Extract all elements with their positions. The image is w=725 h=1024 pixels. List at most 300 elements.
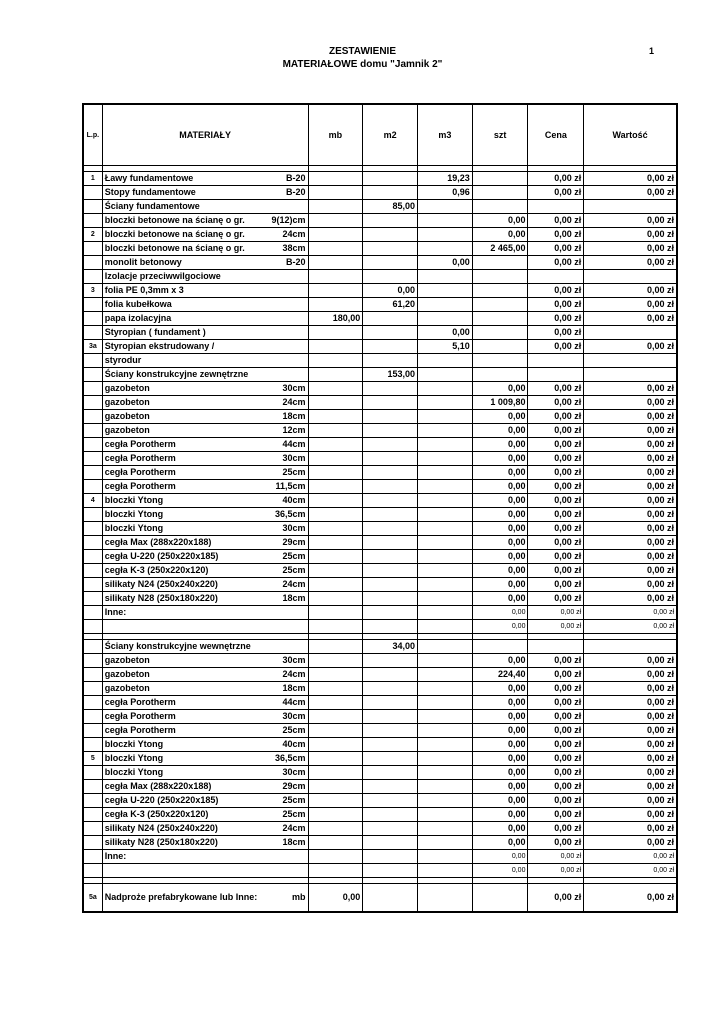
m2-cell bbox=[363, 424, 418, 438]
material-cell bbox=[102, 522, 308, 536]
lp-cell bbox=[83, 668, 102, 682]
cena-cell: 0,00 zł bbox=[528, 780, 584, 794]
wartosc-cell: 0,00 zł bbox=[584, 536, 677, 550]
material-name: silikaty N28 (250x180x220) bbox=[104, 837, 218, 847]
material-cell bbox=[102, 312, 308, 326]
m2-cell bbox=[363, 864, 418, 878]
szt-cell bbox=[472, 186, 528, 200]
table-row bbox=[83, 738, 677, 752]
mb-cell bbox=[308, 836, 363, 850]
cena-cell: 0,00 zł bbox=[528, 284, 584, 298]
header-m2: m2 bbox=[363, 104, 418, 166]
lp-cell bbox=[83, 424, 102, 438]
szt-cell: 0,00 bbox=[472, 654, 528, 668]
table-row bbox=[83, 752, 677, 766]
m3-cell bbox=[417, 214, 472, 228]
m3-cell bbox=[417, 836, 472, 850]
table-row bbox=[83, 284, 677, 298]
cena-cell: 0,00 zł bbox=[528, 438, 584, 452]
wartosc-cell bbox=[584, 640, 677, 654]
table-row bbox=[83, 466, 677, 480]
szt-cell bbox=[472, 270, 528, 284]
material-cell bbox=[102, 884, 308, 913]
header-wartosc: Wartość bbox=[584, 104, 677, 166]
wartosc-cell: 0,00 zł bbox=[584, 228, 677, 242]
material-spec: 30cm bbox=[282, 655, 306, 665]
wartosc-cell: 0,00 zł bbox=[584, 480, 677, 494]
material-spec: 18cm bbox=[282, 593, 306, 603]
table-row bbox=[83, 396, 677, 410]
mb-cell bbox=[308, 214, 363, 228]
lp-cell bbox=[83, 410, 102, 424]
lp-cell bbox=[83, 298, 102, 312]
mb-cell: 180,00 bbox=[308, 312, 363, 326]
material-cell bbox=[102, 298, 308, 312]
mb-cell bbox=[308, 620, 363, 634]
mb-cell bbox=[308, 480, 363, 494]
material-spec: 36,5cm bbox=[274, 753, 306, 763]
mb-cell bbox=[308, 578, 363, 592]
material-cell bbox=[102, 578, 308, 592]
wartosc-cell: 0,00 zł bbox=[584, 242, 677, 256]
material-cell bbox=[102, 536, 308, 550]
material-cell bbox=[102, 494, 308, 508]
material-spec: 25cm bbox=[282, 795, 306, 805]
table-row bbox=[83, 382, 677, 396]
page-number: 1 bbox=[649, 46, 655, 56]
material-name: folia PE 0,3mm x 3 bbox=[104, 285, 184, 295]
material-name: bloczki Ytong bbox=[104, 523, 164, 533]
cena-cell: 0,00 zł bbox=[528, 340, 584, 354]
mb-cell bbox=[308, 522, 363, 536]
material-spec: mb bbox=[292, 892, 306, 902]
m2-cell bbox=[363, 724, 418, 738]
m3-cell bbox=[417, 382, 472, 396]
m2-cell bbox=[363, 466, 418, 480]
cena-cell: 0,00 zł bbox=[528, 668, 584, 682]
szt-cell: 0,00 bbox=[472, 850, 528, 864]
table-row bbox=[83, 508, 677, 522]
m3-cell bbox=[417, 592, 472, 606]
material-name: cegła K-3 (250x220x120) bbox=[104, 809, 209, 819]
material-cell bbox=[102, 172, 308, 186]
material-cell bbox=[102, 780, 308, 794]
cena-cell: 0,00 zł bbox=[528, 424, 584, 438]
m2-cell bbox=[363, 884, 418, 913]
m3-cell bbox=[417, 884, 472, 913]
material-name: silikaty N24 (250x240x220) bbox=[104, 823, 218, 833]
wartosc-cell: 0,00 zł bbox=[584, 822, 677, 836]
szt-cell bbox=[472, 298, 528, 312]
cena-cell bbox=[528, 270, 584, 284]
material-spec: 24cm bbox=[282, 397, 306, 407]
table-row bbox=[83, 682, 677, 696]
lp-cell bbox=[83, 710, 102, 724]
wartosc-cell: 0,00 zł bbox=[584, 654, 677, 668]
lp-cell bbox=[83, 578, 102, 592]
material-name: Ściany konstrukcyjne wewnętrzne bbox=[104, 641, 251, 651]
mb-cell bbox=[308, 682, 363, 696]
lp-cell bbox=[83, 640, 102, 654]
m2-cell bbox=[363, 668, 418, 682]
m3-cell bbox=[417, 620, 472, 634]
mb-cell bbox=[308, 340, 363, 354]
material-name: bloczki betonowe na ścianę o gr. bbox=[104, 243, 245, 253]
wartosc-cell: 0,00 zł bbox=[584, 836, 677, 850]
cena-cell: 0,00 zł bbox=[528, 606, 584, 620]
material-name: cegła Porotherm bbox=[104, 711, 176, 721]
material-spec: 9(12)cm bbox=[271, 215, 306, 225]
cena-cell: 0,00 zł bbox=[528, 312, 584, 326]
lp-cell: 5 bbox=[83, 752, 102, 766]
material-name: Inne: bbox=[104, 851, 127, 861]
m2-cell bbox=[363, 564, 418, 578]
szt-cell: 0,00 bbox=[472, 592, 528, 606]
lp-cell bbox=[83, 354, 102, 368]
szt-cell: 0,00 bbox=[472, 752, 528, 766]
header-cena: Cena bbox=[528, 104, 584, 166]
m3-cell bbox=[417, 696, 472, 710]
cena-cell: 0,00 zł bbox=[528, 396, 584, 410]
m2-cell bbox=[363, 592, 418, 606]
wartosc-cell: 0,00 zł bbox=[584, 452, 677, 466]
wartosc-cell: 0,00 zł bbox=[584, 172, 677, 186]
mb-cell bbox=[308, 326, 363, 340]
cena-cell bbox=[528, 368, 584, 382]
wartosc-cell: 0,00 zł bbox=[584, 214, 677, 228]
wartosc-cell: 0,00 zł bbox=[584, 550, 677, 564]
wartosc-cell: 0,00 zł bbox=[584, 438, 677, 452]
szt-cell: 0,00 bbox=[472, 438, 528, 452]
mb-cell bbox=[308, 284, 363, 298]
m2-cell bbox=[363, 242, 418, 256]
mb-cell bbox=[308, 696, 363, 710]
m3-cell bbox=[417, 564, 472, 578]
m2-cell bbox=[363, 270, 418, 284]
wartosc-cell: 0,00 zł bbox=[584, 508, 677, 522]
szt-cell: 0,00 bbox=[472, 724, 528, 738]
material-cell bbox=[102, 186, 308, 200]
material-cell bbox=[102, 822, 308, 836]
table-row bbox=[83, 424, 677, 438]
cena-cell: 0,00 zł bbox=[528, 808, 584, 822]
szt-cell: 0,00 bbox=[472, 536, 528, 550]
material-spec: 25cm bbox=[282, 565, 306, 575]
table-row bbox=[83, 884, 677, 913]
m2-cell bbox=[363, 382, 418, 396]
szt-cell bbox=[472, 368, 528, 382]
cena-cell: 0,00 zł bbox=[528, 864, 584, 878]
material-cell bbox=[102, 382, 308, 396]
table-row bbox=[83, 620, 677, 634]
table-row bbox=[83, 298, 677, 312]
wartosc-cell: 0,00 zł bbox=[584, 284, 677, 298]
mb-cell bbox=[308, 424, 363, 438]
material-spec: 25cm bbox=[282, 551, 306, 561]
m2-cell bbox=[363, 326, 418, 340]
m2-cell bbox=[363, 508, 418, 522]
m3-cell bbox=[417, 312, 472, 326]
szt-cell: 224,40 bbox=[472, 668, 528, 682]
lp-cell: 2 bbox=[83, 228, 102, 242]
m3-cell bbox=[417, 242, 472, 256]
material-name: gazobeton bbox=[104, 425, 150, 435]
material-name: styrodur bbox=[104, 355, 142, 365]
material-spec: 44cm bbox=[282, 439, 306, 449]
lp-cell: 3a bbox=[83, 340, 102, 354]
material-spec: 24cm bbox=[282, 823, 306, 833]
wartosc-cell: 0,00 zł bbox=[584, 738, 677, 752]
wartosc-cell: 0,00 zł bbox=[584, 850, 677, 864]
table-row bbox=[83, 836, 677, 850]
cena-cell: 0,00 zł bbox=[528, 298, 584, 312]
wartosc-cell bbox=[584, 368, 677, 382]
wartosc-cell bbox=[584, 200, 677, 214]
wartosc-cell: 0,00 zł bbox=[584, 620, 677, 634]
szt-cell bbox=[472, 312, 528, 326]
mb-cell bbox=[308, 808, 363, 822]
material-name: bloczki betonowe na ścianę o gr. bbox=[104, 215, 245, 225]
m2-cell bbox=[363, 410, 418, 424]
table-row bbox=[83, 480, 677, 494]
szt-cell: 0,00 bbox=[472, 550, 528, 564]
m3-cell bbox=[417, 522, 472, 536]
szt-cell: 0,00 bbox=[472, 696, 528, 710]
lp-cell: 3 bbox=[83, 284, 102, 298]
table-row bbox=[83, 668, 677, 682]
wartosc-cell: 0,00 zł bbox=[584, 724, 677, 738]
material-cell bbox=[102, 808, 308, 822]
szt-cell: 0,00 bbox=[472, 424, 528, 438]
cena-cell: 0,00 zł bbox=[528, 794, 584, 808]
material-name: cegła Porotherm bbox=[104, 697, 176, 707]
cena-cell bbox=[528, 354, 584, 368]
material-spec: 18cm bbox=[282, 411, 306, 421]
mb-cell bbox=[308, 354, 363, 368]
wartosc-cell bbox=[584, 270, 677, 284]
mb-cell bbox=[308, 668, 363, 682]
mb-cell bbox=[308, 550, 363, 564]
cena-cell: 0,00 zł bbox=[528, 592, 584, 606]
mb-cell bbox=[308, 794, 363, 808]
material-spec: 36,5cm bbox=[274, 509, 306, 519]
cena-cell: 0,00 zł bbox=[528, 682, 584, 696]
wartosc-cell: 0,00 zł bbox=[584, 864, 677, 878]
m3-cell bbox=[417, 640, 472, 654]
m3-cell bbox=[417, 710, 472, 724]
material-name: Ściany konstrukcyjne zewnętrzne bbox=[104, 369, 249, 379]
m2-cell bbox=[363, 808, 418, 822]
material-cell bbox=[102, 564, 308, 578]
table-row bbox=[83, 864, 677, 878]
material-spec: B-20 bbox=[286, 257, 306, 267]
m3-cell bbox=[417, 410, 472, 424]
material-cell bbox=[102, 438, 308, 452]
wartosc-cell: 0,00 zł bbox=[584, 410, 677, 424]
material-spec: 30cm bbox=[282, 767, 306, 777]
szt-cell bbox=[472, 340, 528, 354]
material-name: Styropian ekstrudowany / bbox=[104, 341, 215, 351]
material-name: gazobeton bbox=[104, 669, 150, 679]
m3-cell bbox=[417, 298, 472, 312]
m3-cell bbox=[417, 550, 472, 564]
material-name: bloczki Ytong bbox=[104, 739, 164, 749]
m2-cell bbox=[363, 522, 418, 536]
m2-cell bbox=[363, 606, 418, 620]
cena-cell: 0,00 zł bbox=[528, 508, 584, 522]
m2-cell: 0,00 bbox=[363, 284, 418, 298]
m2-cell bbox=[363, 578, 418, 592]
table-row bbox=[83, 186, 677, 200]
header-materials: MATERIAŁY bbox=[102, 104, 308, 166]
material-cell bbox=[102, 242, 308, 256]
material-cell bbox=[102, 710, 308, 724]
m3-cell bbox=[417, 466, 472, 480]
table-row bbox=[83, 452, 677, 466]
material-cell bbox=[102, 682, 308, 696]
szt-cell: 0,00 bbox=[472, 228, 528, 242]
m3-cell bbox=[417, 228, 472, 242]
szt-cell: 1 009,80 bbox=[472, 396, 528, 410]
szt-cell: 0,00 bbox=[472, 794, 528, 808]
material-name: cegła Max (288x220x188) bbox=[104, 537, 212, 547]
table-row bbox=[83, 256, 677, 270]
lp-cell bbox=[83, 536, 102, 550]
material-name: papa izolacyjna bbox=[104, 313, 172, 323]
material-spec: B-20 bbox=[286, 173, 306, 183]
m3-cell: 5,10 bbox=[417, 340, 472, 354]
m3-cell bbox=[417, 452, 472, 466]
material-cell bbox=[102, 592, 308, 606]
wartosc-cell: 0,00 zł bbox=[584, 256, 677, 270]
table-row bbox=[83, 640, 677, 654]
table-row bbox=[83, 228, 677, 242]
cena-cell: 0,00 zł bbox=[528, 654, 584, 668]
lp-cell bbox=[83, 508, 102, 522]
mb-cell bbox=[308, 396, 363, 410]
m3-cell: 19,23 bbox=[417, 172, 472, 186]
table-row bbox=[83, 550, 677, 564]
cena-cell: 0,00 zł bbox=[528, 564, 584, 578]
material-name: monolit betonowy bbox=[104, 257, 182, 267]
wartosc-cell: 0,00 zł bbox=[584, 794, 677, 808]
m3-cell bbox=[417, 822, 472, 836]
szt-cell: 0,00 bbox=[472, 452, 528, 466]
mb-cell bbox=[308, 186, 363, 200]
szt-cell: 0,00 bbox=[472, 522, 528, 536]
table-row bbox=[83, 410, 677, 424]
m2-cell bbox=[363, 438, 418, 452]
table-row bbox=[83, 270, 677, 284]
mb-cell: 0,00 bbox=[308, 884, 363, 913]
mb-cell bbox=[308, 242, 363, 256]
table-row bbox=[83, 578, 677, 592]
m3-cell: 0,96 bbox=[417, 186, 472, 200]
wartosc-cell: 0,00 zł bbox=[584, 808, 677, 822]
material-spec: 44cm bbox=[282, 697, 306, 707]
lp-cell bbox=[83, 200, 102, 214]
wartosc-cell: 0,00 zł bbox=[584, 494, 677, 508]
cena-cell: 0,00 zł bbox=[528, 466, 584, 480]
material-cell bbox=[102, 410, 308, 424]
material-cell bbox=[102, 214, 308, 228]
table-row bbox=[83, 200, 677, 214]
m2-cell bbox=[363, 780, 418, 794]
lp-cell bbox=[83, 620, 102, 634]
cena-cell: 0,00 zł bbox=[528, 710, 584, 724]
material-cell bbox=[102, 452, 308, 466]
table-row bbox=[83, 214, 677, 228]
mb-cell bbox=[308, 256, 363, 270]
m3-cell bbox=[417, 494, 472, 508]
szt-cell bbox=[472, 172, 528, 186]
szt-cell: 0,00 bbox=[472, 494, 528, 508]
cena-cell: 0,00 zł bbox=[528, 326, 584, 340]
material-cell bbox=[102, 794, 308, 808]
m3-cell: 0,00 bbox=[417, 256, 472, 270]
mb-cell bbox=[308, 864, 363, 878]
material-cell bbox=[102, 340, 308, 354]
material-spec: 24cm bbox=[282, 579, 306, 589]
wartosc-cell: 0,00 zł bbox=[584, 340, 677, 354]
szt-cell: 0,00 bbox=[472, 836, 528, 850]
cena-cell: 0,00 zł bbox=[528, 578, 584, 592]
cena-cell: 0,00 zł bbox=[528, 256, 584, 270]
material-cell bbox=[102, 228, 308, 242]
szt-cell: 0,00 bbox=[472, 780, 528, 794]
lp-cell bbox=[83, 592, 102, 606]
cena-cell: 0,00 zł bbox=[528, 536, 584, 550]
cena-cell bbox=[528, 640, 584, 654]
table-row bbox=[83, 536, 677, 550]
m2-cell bbox=[363, 550, 418, 564]
m3-cell bbox=[417, 480, 472, 494]
szt-cell: 0,00 bbox=[472, 564, 528, 578]
cena-cell: 0,00 zł bbox=[528, 850, 584, 864]
wartosc-cell: 0,00 zł bbox=[584, 382, 677, 396]
table-row bbox=[83, 564, 677, 578]
wartosc-cell: 0,00 zł bbox=[584, 312, 677, 326]
material-cell bbox=[102, 640, 308, 654]
szt-cell: 0,00 bbox=[472, 766, 528, 780]
material-name: gazobeton bbox=[104, 383, 150, 393]
material-cell bbox=[102, 284, 308, 298]
lp-cell bbox=[83, 368, 102, 382]
m3-cell bbox=[417, 284, 472, 298]
table-body bbox=[83, 104, 677, 912]
material-cell bbox=[102, 368, 308, 382]
material-cell bbox=[102, 752, 308, 766]
lp-cell bbox=[83, 696, 102, 710]
header-m3: m3 bbox=[417, 104, 472, 166]
table-row bbox=[83, 592, 677, 606]
lp-cell bbox=[83, 522, 102, 536]
m3-cell bbox=[417, 396, 472, 410]
m3-cell bbox=[417, 606, 472, 620]
cena-cell: 0,00 zł bbox=[528, 696, 584, 710]
mb-cell bbox=[308, 592, 363, 606]
table-row bbox=[83, 794, 677, 808]
wartosc-cell: 0,00 zł bbox=[584, 522, 677, 536]
lp-cell bbox=[83, 214, 102, 228]
mb-cell bbox=[308, 200, 363, 214]
m2-cell: 61,20 bbox=[363, 298, 418, 312]
cena-cell: 0,00 zł bbox=[528, 186, 584, 200]
lp-cell bbox=[83, 186, 102, 200]
m3-cell bbox=[417, 424, 472, 438]
material-name: silikaty N24 (250x240x220) bbox=[104, 579, 218, 589]
material-spec: 30cm bbox=[282, 711, 306, 721]
